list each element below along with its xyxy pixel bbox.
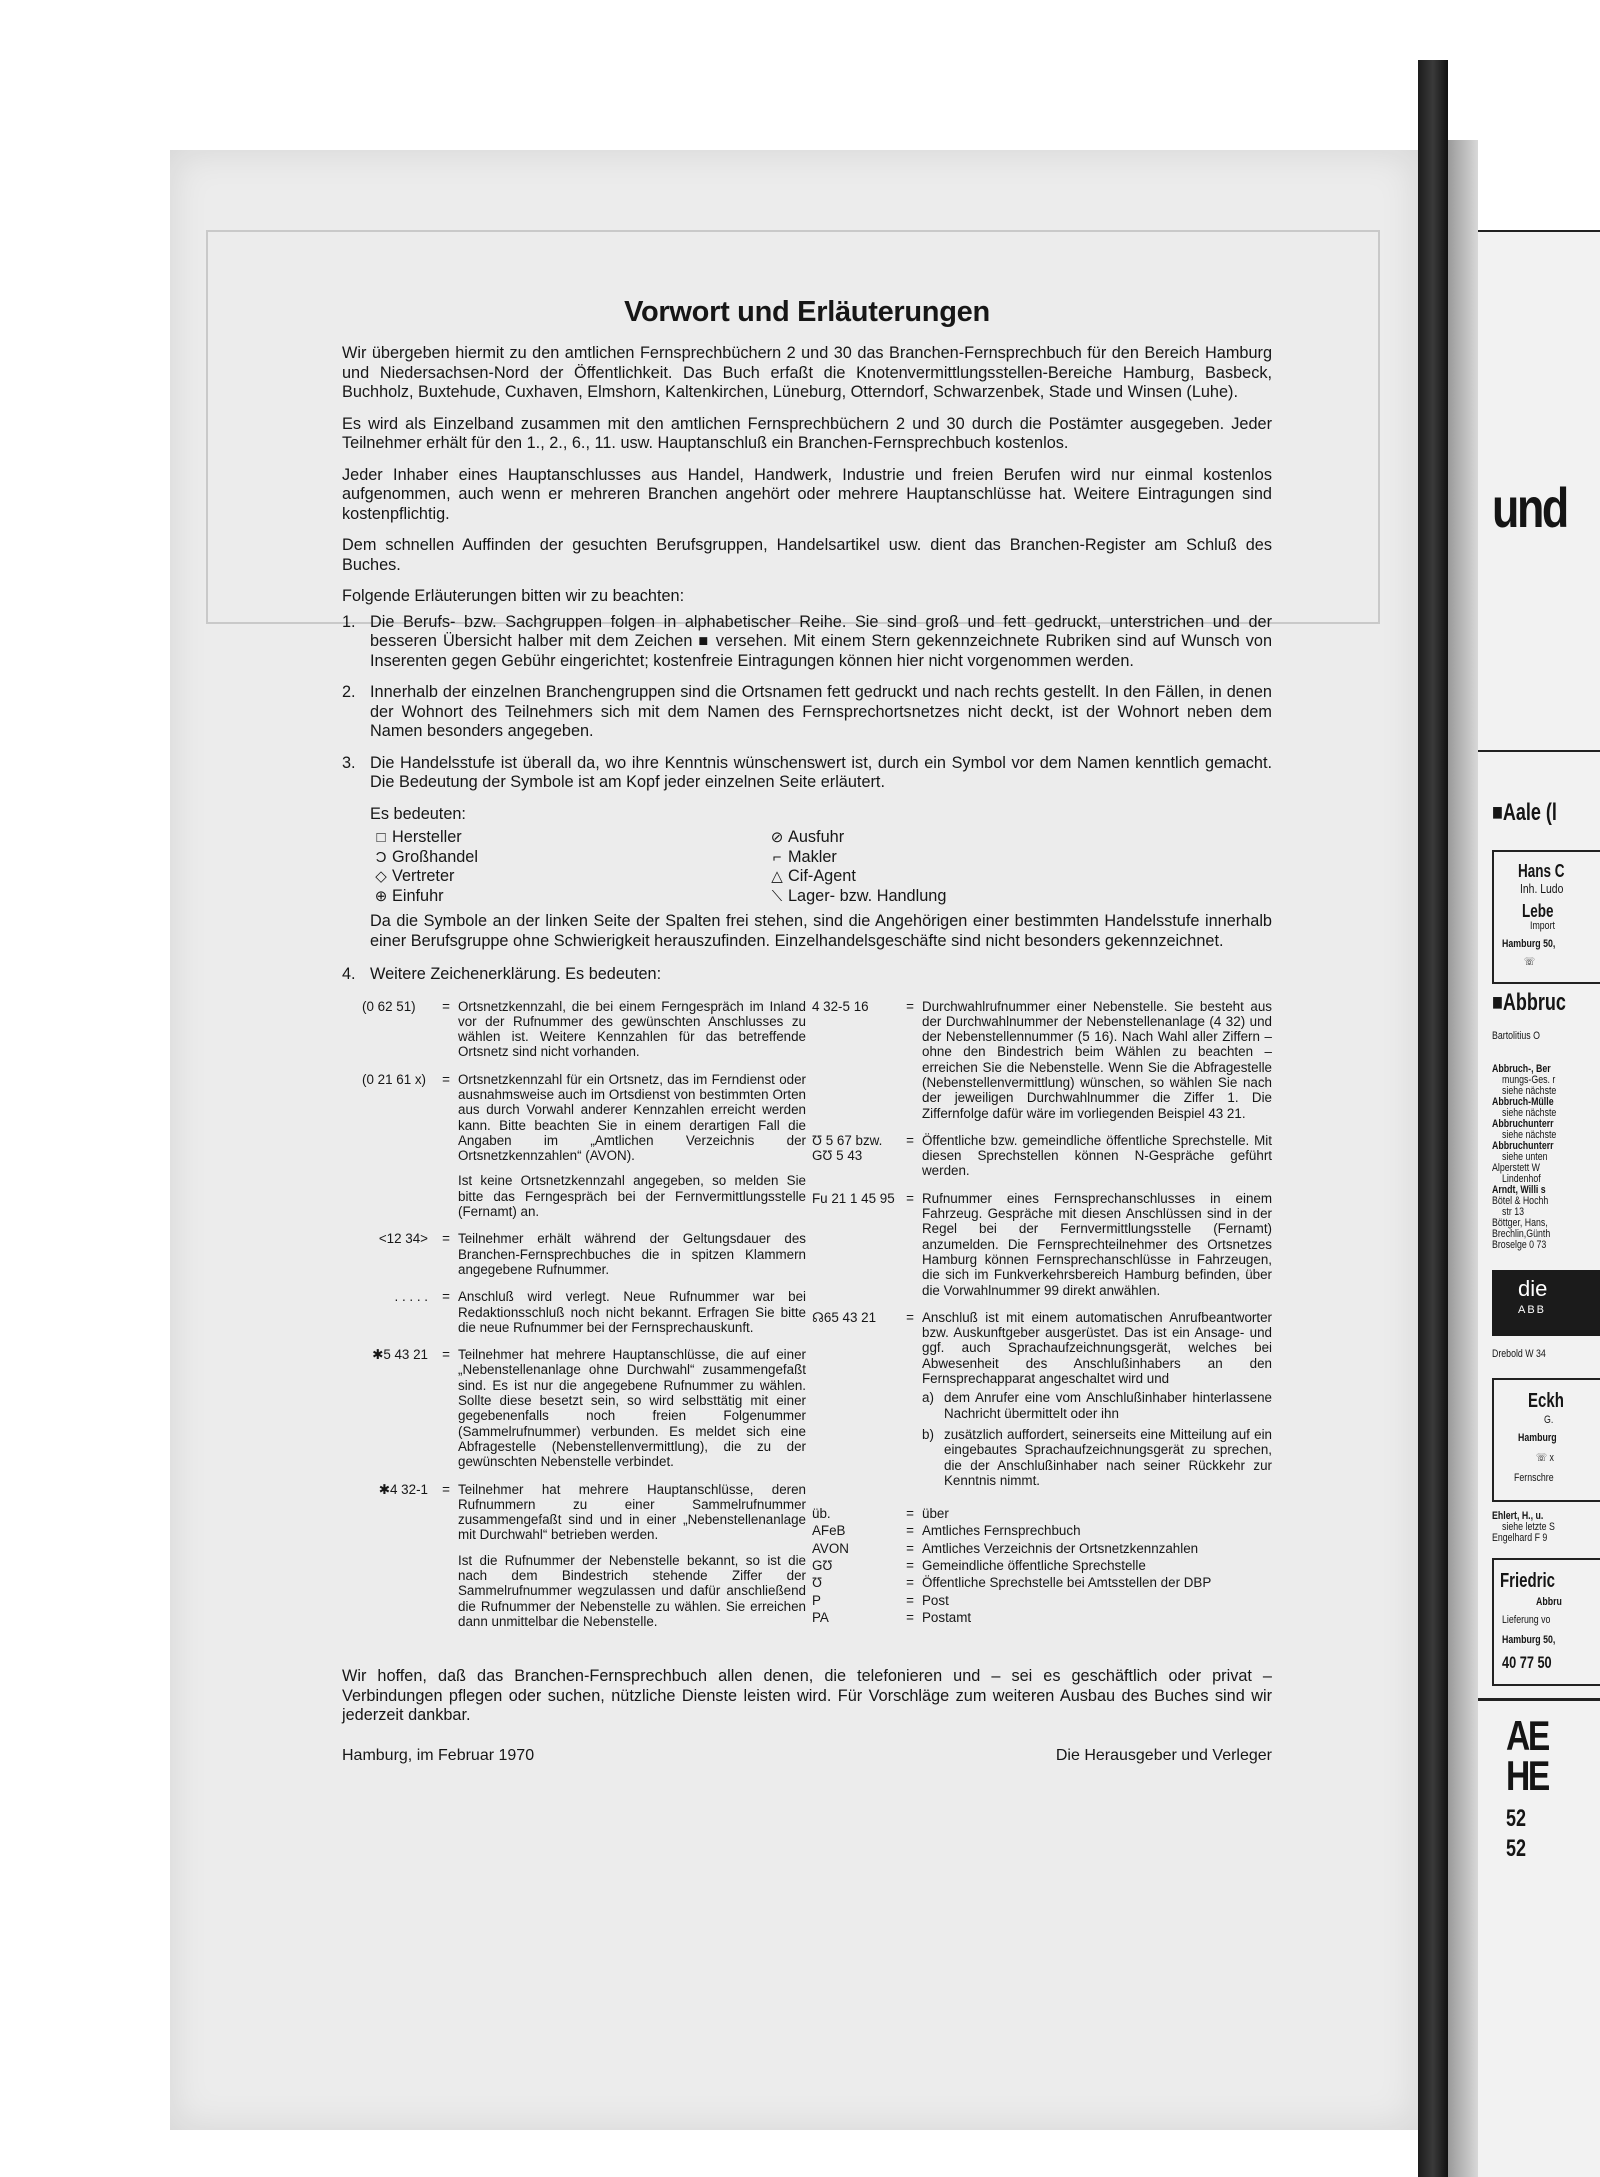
- listing-line: Broselge 0 73: [1492, 1239, 1547, 1251]
- listing-line: Abbruch-Mülle: [1492, 1096, 1554, 1108]
- legend-entry: [342, 1482, 806, 1630]
- answering-machine-list: [922, 1390, 1272, 1488]
- legend-desc: [922, 1310, 1272, 1494]
- paragraph: Es wird als Einzelband zusammen mit den amtlichen Fernsprechbüchern 2 und 30 durch die Postämter ausgegeben. Jeder Teilnehmer erhält für den 1., 2., 6., 11. usw. Hauptanschluß ein Branchen-Fernsprechbuch kostenlos.: [342, 414, 1272, 452]
- legend-column-left: [342, 999, 806, 1642]
- abbr-equals: =: [906, 1558, 914, 1573]
- abbr-code: AFeB: [812, 1523, 846, 1539]
- legend-code: ☊65 43 21: [812, 1309, 877, 1325]
- abbr-desc: Amtliches Fernsprechbuch: [922, 1523, 1081, 1539]
- legend-entry: [806, 1191, 1272, 1298]
- legend-equals: =: [442, 1481, 450, 1497]
- symbol-label: Einfuhr: [392, 886, 444, 905]
- listing-line: str 13: [1502, 1206, 1525, 1218]
- abbreviation-list: [806, 1506, 1272, 1625]
- listing-line: Bartolitius O: [1492, 1030, 1540, 1042]
- legend-code: (0 21 61 x): [362, 1071, 427, 1087]
- signature-line: [342, 1746, 1272, 1766]
- legend-desc-sub: Ist die Rufnummer der Nebenstelle bekannt, so ist die nach dem Bindestrich stehende Ziffer der Sammelrufnummer wegzulassen und dafür anschließend die Rufnummer der Nebenstelle zu wählen. Sie erreichen dann unmittelbar die Nebenstelle.: [458, 1552, 806, 1629]
- legend-code: 4 32-5 16: [812, 998, 869, 1014]
- list-text: dem Anrufer eine vom Anschlußinhaber hinterlassene Nachricht übermittelt oder ihn: [944, 1390, 1272, 1421]
- legend-entry: [342, 1347, 806, 1469]
- listing-line: Arndt, Willi s: [1492, 1184, 1546, 1196]
- symbol-label: Großhandel: [392, 847, 478, 866]
- closing-paragraph: Wir hoffen, daß das Branchen-Fernsprechbuch allen denen, die telefonieren und – sei es geschäftlich oder privat – Verbindungen pflegen oder suchen, nützliche Dienste leisten wird. Für Vorschläge zum weiteren Ausbau des Buches sind wir jederzeit dankbar.: [342, 1667, 1272, 1725]
- divider: [1478, 230, 1600, 232]
- listing-line: Ehlert, H., u.: [1492, 1510, 1544, 1522]
- listing-line: Abbruch-, Ber: [1492, 1063, 1551, 1075]
- legend-code: Fu 21 1 45 95: [812, 1190, 895, 1206]
- abbreviation-row: [806, 1558, 1272, 1573]
- item-text: Die Handelsstufe ist überall da, wo ihre Kenntnis wünschenswert ist, durch ein Symbol vor dem Namen kenntlich gemacht. Die Bedeutung der Symbole ist am Kopf jeder einzelnen Seite erläutert.: [370, 753, 1272, 791]
- symbol-row: [766, 887, 1186, 907]
- legend-entry: [342, 1289, 806, 1335]
- legend-desc: [458, 1482, 806, 1630]
- ad-name: Hans C: [1518, 861, 1565, 881]
- abbreviation-row: [806, 1593, 1272, 1608]
- diamond-icon: ◇: [375, 868, 387, 885]
- adjacent-heading: und: [1492, 476, 1567, 539]
- legend-desc: Ortsnetzkennzahl, die bei einem Ferngespräch im Inland vor der Rufnummer des gewünschten Anschlusses zu wählen ist. Weitere Kennzahlen für das betreffende Ortsnetz sind nicht vorhanden.: [458, 998, 806, 1060]
- abbr-desc: Gemeindliche öffentliche Sprechstelle: [922, 1558, 1146, 1573]
- legend-entry: [342, 1072, 806, 1220]
- symbol-column-right: [766, 828, 1186, 906]
- legend-equals: =: [906, 1132, 914, 1148]
- list-item: [342, 613, 1272, 672]
- item-text: Weitere Zeichenerklärung. Es bedeuten:: [370, 965, 662, 983]
- abbr-desc: Postamt: [922, 1609, 972, 1625]
- listing-line: siehe nächste: [1502, 1107, 1557, 1119]
- abbr-equals: =: [906, 1592, 914, 1608]
- item-number: 2.: [342, 683, 356, 701]
- listing-line: siehe letzte S: [1502, 1521, 1555, 1533]
- circled-plus-icon: ⊕: [374, 887, 388, 905]
- section-heading: ■Abbruc: [1492, 989, 1566, 1016]
- legend-equals: =: [442, 1289, 450, 1305]
- legend-code: <12 34>: [378, 1231, 428, 1247]
- abbr-code: üb.: [812, 1506, 831, 1522]
- list-marker: a): [922, 1390, 934, 1406]
- abbr-desc: Amtliches Verzeichnis der Ortsnetzkennzahlen: [922, 1540, 1199, 1556]
- paragraph: Wir übergeben hiermit zu den amtlichen Fernsprechbüchern 2 und 30 das Branchen-Fernsprechbuch für den Bereich Hamburg und Niedersachsen-Nord der Öffentlichkeit. Das Buch erfaßt die Knotenvermittlungsstellen-Bereiche Hamburg, Basbeck, Buchholz, Buxtehude, Cuxhaven, Elmshorn, Kaltenkirchen, Lüneburg, Otterndorf, Schwarzenbek, Stade und Winsen (Luhe).: [342, 344, 1272, 401]
- legend-desc-main: Ortsnetzkennzahl für ein Ortsnetz, das im Ferndienst oder ausnahmsweise auch im Ortsdienst von bestimmten Orten aus durch Vorwahl anderer Kennzahlen erreicht werden kann. Bitte beachten Sie in einem derartigen Fall die Angaben im „Amtlichen Verzeichnis der Ortsnetzkennzahlen“ (AVON).: [458, 1071, 806, 1164]
- listing-line: Bötel & Hochh: [1492, 1195, 1549, 1207]
- abbreviation-row: [806, 1523, 1272, 1538]
- abbr-equals: =: [906, 1523, 914, 1539]
- legend-desc: Öffentliche bzw. gemeindliche öffentliche Sprechstelle. Mit diesen Sprechstellen können N-Gespräche geführt werden.: [922, 1132, 1272, 1179]
- sign-legend: [342, 999, 1272, 1642]
- ad-phone: 52: [1506, 1805, 1527, 1832]
- legend-entry: [342, 1231, 806, 1277]
- abbr-equals: =: [906, 1540, 914, 1556]
- ad-line: Hamburg 50,: [1502, 938, 1556, 950]
- ad-line: Lieferung vo: [1502, 1614, 1551, 1626]
- logo-text: die: [1518, 1276, 1548, 1301]
- ad-big-text: AE: [1506, 1712, 1548, 1759]
- phone-icon: ☏: [1524, 956, 1536, 968]
- symbol-row: [766, 848, 1186, 868]
- legend-desc: Durchwahlrufnummer einer Nebenstelle. Sie besteht aus der Durchwahlnummer der Nebenstellenanlage (4 32) und der Nebenstellennummer (5 16). Nach Wahl aller Ziffern – ohne den Bindestrich beim Wählen zu beachten – erreichen Sie die Nebenstelle. Wenn Sie die Abfragestelle (Nebenstellenvermittlung) wünschen, so wählen Sie nach der jeweiligen Durchwahlnummer die Ziffer 1. Die Ziffernfolge dafür wäre im vorliegenden Beispiel 43 21.: [922, 998, 1272, 1121]
- item-text: Die Berufs- bzw. Sachgruppen folgen in alphabetischer Reihe. Sie sind groß und fett gedruckt, unterstrichen und der besseren Übersicht halber mit dem Zeichen ■ versehen. Mit einem Stern gekennzeichnete Rubriken sind auf Wunsch von Inserenten gegen Gebühr eingerichtet; kostenfreie Eintragungen können hier nicht vorgenommen werden.: [370, 612, 1272, 670]
- listing-line: Abbruchunterr: [1492, 1118, 1554, 1130]
- listing-line: Brechlin,Günth: [1492, 1228, 1551, 1240]
- legend-desc: Rufnummer eines Fernsprechanschlusses in einem Fahrzeug. Gespräche mit diesen Anschlüssen sind in der Regel bei der Fernvermittlungsstelle (Fernamt) anzumelden. Die Fernsprechteilnehmer des Ortsnetzes Hamburg können Fernsprechanschlüsse in Fahrzeugen, die sich im Funkverkehrsbereich Hamburg befinden, über die Vorwahlnummer 99 direkt anwählen.: [922, 1190, 1272, 1298]
- symbol-row: [370, 848, 766, 868]
- section-4-heading: [342, 965, 1272, 985]
- legend-equals: =: [906, 998, 914, 1014]
- book-page: [170, 150, 1418, 2130]
- symbol-row: [766, 828, 1186, 848]
- legend-entry: [806, 1133, 1272, 1179]
- ad-line: Import: [1530, 920, 1555, 932]
- square-icon: □: [376, 829, 386, 846]
- legend-equals: =: [906, 1190, 914, 1206]
- abbr-code: PA: [812, 1609, 829, 1625]
- listing-line: Engelhard F 9: [1492, 1532, 1548, 1544]
- symbol-row: [370, 867, 766, 887]
- legend-desc-main: Anschluß ist mit einem automatischen Anrufbeantworter bzw. Auskunftgeber ausgerüstet. Das ist ein Ansage- und ggf. auch Sprachaufzeichnungsgerät, welches bei Abwesenheit des Anschlußinhabers an den Fernsprechapparat angeschaltet wird und: [922, 1309, 1272, 1387]
- paragraph: Jeder Inhaber eines Hauptanschlusses aus Handel, Handwerk, Industrie und freien Berufen wird nur einmal kostenlos aufgenommen, auch wenn er mehreren Branchen angehört oder mehrere Hauptanschlüsse hat. Weitere Eintragungen sind kostenpflichtig.: [342, 465, 1272, 523]
- logo-text: ABB: [1518, 1304, 1547, 1316]
- symbol-column-left: [370, 828, 766, 906]
- list-marker: b): [922, 1426, 934, 1442]
- symbol-label: Cif-Agent: [788, 867, 856, 885]
- legend-equals: =: [442, 1347, 450, 1363]
- ad-line: Lebe: [1522, 901, 1554, 921]
- abbr-code: GƱ: [812, 1558, 833, 1573]
- ad-big-text: HE: [1506, 1752, 1548, 1799]
- list-intro: Folgende Erläuterungen bitten wir zu beachten:: [342, 587, 685, 605]
- listing-line: siehe unten: [1502, 1151, 1548, 1163]
- listing-line: siehe nächste: [1502, 1129, 1557, 1141]
- ad-line: ☏ x: [1536, 1452, 1554, 1464]
- abbreviation-row: [806, 1541, 1272, 1556]
- hook-icon: ⌐: [772, 848, 782, 866]
- legend-desc: Teilnehmer hat mehrere Hauptanschlüsse, die auf einer „Nebenstellenanlage ohne Durchwahl“ zusammengefaßt sind. Es ist nur die angegebene Rufnummer zu wählen. Sollte diese besetzt sein, so wird selbsttätig mit einer gegebenenfalls noch freien Folgenummer (Sammelrufnummer) verbunden. Es meldet sich eine Abfragestelle (Nebenstellenvermittlung), die zu der gewünschten Nebenstelle verbindet.: [458, 1347, 806, 1470]
- section-heading: ■Aale (l: [1492, 799, 1557, 826]
- legend-code: ✱4 32-1: [378, 1481, 428, 1497]
- ad-name: Eckh: [1528, 1390, 1564, 1412]
- abbr-code: Ʊ: [812, 1575, 823, 1591]
- ad-line: G.: [1544, 1414, 1554, 1426]
- abbr-equals: =: [906, 1506, 914, 1522]
- legend-desc: Anschluß wird verlegt. Neue Rufnummer war bei Redaktionsschluß noch nicht bekannt. Erfragen Sie bitte die neue Rufnummer bei der Fernsprechauskunft.: [458, 1289, 806, 1335]
- symbol-legend: [370, 828, 1272, 906]
- symbol-label: Vertreter: [392, 867, 455, 885]
- symbol-row: [370, 828, 766, 848]
- legend-code: (0 62 51): [362, 998, 416, 1014]
- legend-code: Ʊ 5 67 bzw. GƱ 5 43: [812, 1132, 883, 1164]
- divider: [1478, 750, 1600, 752]
- abbr-equals: =: [906, 1575, 914, 1591]
- symbol-row: [766, 867, 1186, 887]
- paragraph: Dem schnellen Auffinden der gesuchten Berufsgruppen, Handelsartikel usw. dient das Branchen-Register am Schluß des Buches.: [342, 536, 1272, 574]
- listing-line: Drebold W 34: [1492, 1348, 1546, 1360]
- legend-entry: [342, 999, 806, 1060]
- abbreviation-row: [806, 1506, 1272, 1521]
- symbols-note: Da die Symbole an der linken Seite der Spalten frei stehen, sind die Angehörigen einer bestimmten Handelsstufe innerhalb einer Berufsgruppe ohne Schwierigkeit herauszufinden. Einzelhandelsgeschäfte sind nicht besonders gekennzeichnet.: [370, 912, 1272, 950]
- symbols-heading: Es bedeuten:: [370, 804, 466, 823]
- legend-entry: [806, 1310, 1272, 1494]
- ad-name: Friedric: [1500, 1570, 1556, 1592]
- item-text: Innerhalb der einzelnen Branchengruppen sind die Ortsnamen fett gedruckt und nach rechts gestellt. In den Fällen, in denen der Wohnort des Teilnehmers sich mit dem Namen des Fernsprechortsnetzes nicht deckt, ist der Wohnort neben dem Namen besonders angegeben.: [370, 683, 1272, 740]
- legend-entry: [806, 999, 1272, 1121]
- listing-line: Alperstett W: [1492, 1162, 1540, 1174]
- ad-line: Hamburg 50,: [1502, 1634, 1556, 1646]
- item-number: 4.: [342, 965, 356, 983]
- listing-line: mungs-Ges. r: [1502, 1074, 1556, 1086]
- symbol-label: Hersteller: [392, 828, 462, 846]
- symbol-label: Ausfuhr: [788, 828, 845, 846]
- abbr-desc: Öffentliche Sprechstelle bei Amtsstellen der DBP: [922, 1575, 1212, 1591]
- legend-equals: =: [442, 998, 450, 1014]
- legend-desc-sub: Ist keine Ortsnetzkennzahl angegeben, so melden Sie bitte das Ferngespräch bei der Fernvermittlungsstelle (Fernamt) an.: [458, 1173, 806, 1220]
- item-number: 3.: [342, 753, 356, 772]
- abbr-desc: über: [922, 1506, 949, 1522]
- item-number: 1.: [342, 612, 356, 631]
- list-text: zusätzlich auffordert, seinerseits eine Mitteilung auf ein eingebautes Sprachaufzeichnungsgerät zu sprechen, die der Anschlußinhaber nach seiner Rückkehr zur Kenntnis nimmt.: [944, 1426, 1272, 1488]
- divider: [1478, 1698, 1600, 1701]
- ad-line: Hamburg: [1518, 1432, 1557, 1444]
- symbol-label: Makler: [788, 847, 837, 866]
- legend-column-right: [806, 999, 1272, 1642]
- place-date: Hamburg, im Februar 1970: [342, 1746, 535, 1764]
- listing-line: Lindenhof: [1502, 1173, 1541, 1185]
- abbr-code: P: [812, 1592, 821, 1608]
- symbol-row: [370, 887, 766, 907]
- listing-line: Böttger, Hans,: [1492, 1217, 1548, 1229]
- listing-line: siehe nächste: [1502, 1085, 1557, 1097]
- ad-line: Fernschre: [1514, 1472, 1554, 1484]
- list-item: [922, 1390, 1272, 1421]
- symbol-label: Lager- bzw. Handlung: [788, 886, 947, 905]
- list-item: [342, 754, 1272, 793]
- ad-phone: 52: [1506, 1835, 1527, 1862]
- book-binding: [1418, 60, 1448, 2177]
- ad-line: Inh. Ludo: [1520, 881, 1564, 896]
- listing-line: Abbruchunterr: [1492, 1140, 1554, 1152]
- legend-desc: Teilnehmer erhält während der Geltungsdauer des Branchen-Fernsprechbuches die in spitzen Klammern angegebene Rufnummer.: [458, 1231, 806, 1277]
- page-title: Vorwort und Erläuterungen: [624, 296, 990, 328]
- reversed-c-icon: Ͻ: [375, 848, 387, 866]
- publisher-signature: Die Herausgeber und Verleger: [1055, 1746, 1272, 1764]
- circled-slash-icon: ⊘: [770, 829, 784, 846]
- abbr-code: AVON: [812, 1540, 849, 1556]
- adjacent-page: [1478, 230, 1600, 2177]
- list-item: [342, 683, 1272, 742]
- legend-equals: =: [906, 1309, 914, 1325]
- abbr-desc: Post: [922, 1592, 949, 1608]
- explanation-list: [342, 613, 1272, 793]
- list-item: [922, 1427, 1272, 1488]
- ad-line: 40 77 50: [1502, 1653, 1552, 1672]
- triangle-icon: △: [771, 868, 783, 885]
- page-gutter: [1448, 140, 1478, 2177]
- abbr-equals: =: [906, 1609, 914, 1625]
- legend-desc-main: Teilnehmer hat mehrere Hauptanschlüsse, deren Rufnummern zu einer Sammelrufnummer zusammengefaßt sind und in einer „Nebenstellenanlage mit Durchwahl“ betrieben werden.: [458, 1481, 806, 1543]
- legend-equals: =: [442, 1071, 450, 1087]
- diagonal-icon: ⟍: [771, 887, 783, 905]
- ad-line: Abbru: [1536, 1596, 1562, 1608]
- legend-code: ✱5 43 21: [372, 1347, 428, 1363]
- page-content: [342, 288, 1272, 1765]
- abbreviation-row: [806, 1610, 1272, 1625]
- legend-desc: [458, 1072, 806, 1220]
- legend-code: . . . . .: [394, 1289, 428, 1305]
- legend-equals: =: [442, 1231, 450, 1247]
- abbreviation-row: [806, 1575, 1272, 1590]
